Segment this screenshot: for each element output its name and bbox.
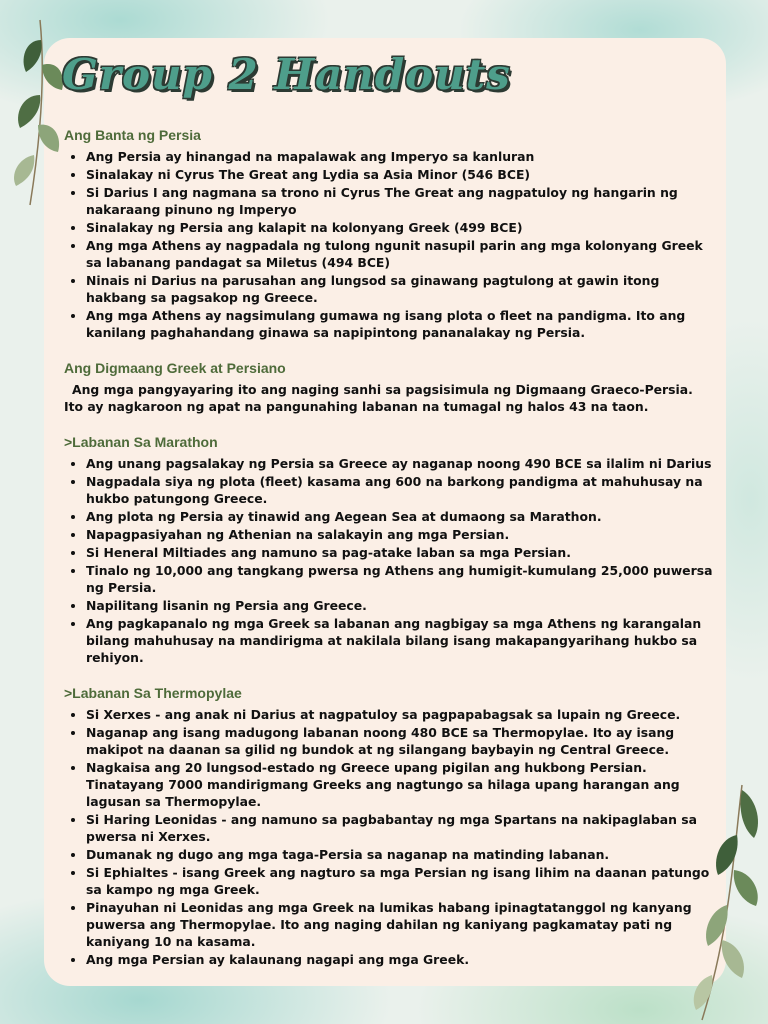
list-item: • Si Haring Leonidas - ang namuno sa pagbabantay ng mga Spartans na nakipaglaban sa pwersa ni Xerxes. <box>86 811 714 845</box>
list-item: • Ang Persia ay hinangad na mapalawak ang Imperyo sa kanluran <box>86 148 714 165</box>
list-item: • Ang pagkapanalo ng mga Greek sa labanan ang nagbigay sa mga Athens ng karangalan bilang mahuhusay na mandirigma at nakilala bilang isang makapangyarihang hukbo sa rehiyon. <box>86 615 714 666</box>
section-heading: >Labanan Sa Thermopylae <box>64 685 242 701</box>
list-item: • Sinalakay ng Persia ang kalapit na kolonyang Greek (499 BCE) <box>86 219 714 236</box>
list-item: • Ang unang pagsalakay ng Persia sa Greece ay naganap noong 490 BCE sa ilalim ni Darius <box>86 455 714 472</box>
list-item: • Ang mga Athens ay nagsimulang gumawa ng isang plota o fleet na pandigma. Ito ang kanilang paghahandang ginawa sa napipintong pananalakay ng Persia. <box>86 307 714 341</box>
list-item: • Dumanak ng dugo ang mga taga-Persia sa naganap na matinding labanan. <box>86 846 714 863</box>
list-item: • Si Xerxes - ang anak ni Darius at nagpatuloy sa pagpapabagsak sa lupain ng Greece. <box>86 706 714 723</box>
list-item: • Ang mga Persian ay kalaunang nagapi ang mga Greek. <box>86 951 714 968</box>
section-paragraph: Ang mga pangyayaring ito ang naging sanhi sa pagsisimula ng Digmaang Graeco-Persia. Ito ay nagkaroon ng apat na pangunahing labanan na tumagal ng halos 43 na taon. <box>64 382 693 414</box>
section-labanan-thermopylae <box>64 684 714 968</box>
bullet-list <box>64 455 714 666</box>
list-item: • Ang mga Athens ay nagpadala ng tulong ngunit nasupil parin ang mga kolonyang Greek sa labanang pandagat sa Miletus (494 BCE) <box>86 237 714 271</box>
section-heading: Ang Digmaang Greek at Persiano <box>64 360 286 376</box>
list-item: • Naganap ang isang madugong labanan noong 480 BCE sa Thermopylae. Ito ay isang makipot na daanan sa gilid ng bundok at ng silangang baybayin ng Central Greece. <box>86 724 714 758</box>
list-item: • Tinalo ng 10,000 ang tangkang pwersa ng Athens ang humigit-kumulang 25,000 puwersa ng Persia. <box>86 562 714 596</box>
list-item: • Si Darius I ang nagmana sa trono ni Cyrus The Great ang nagpatuloy ng hangarin ng nakaraang pinuno ng Imperyo <box>86 184 714 218</box>
bullet-list <box>64 148 714 341</box>
section-heading: Ang Banta ng Persia <box>64 127 201 143</box>
list-item: • Si Heneral Miltiades ang namuno sa pag-atake laban sa mga Persian. <box>86 544 714 561</box>
list-item: • Pinayuhan ni Leonidas ang mga Greek na lumikas habang ipinagtatanggol ng kanyang puwersa ang Thermopylae. Ito ang naging dahilan ng kaniyang pagkamatay pati ng kaniyang 10 na kasama. <box>86 899 714 950</box>
section-heading: >Labanan Sa Marathon <box>64 434 218 450</box>
bullet-list <box>64 706 714 968</box>
list-item: • Napilitang lisanin ng Persia ang Greece. <box>86 597 714 614</box>
list-item: • Ang plota ng Persia ay tinawid ang Aegean Sea at dumaong sa Marathon. <box>86 508 714 525</box>
list-item: • Nagpadala siya ng plota (fleet) kasama ang 600 na barkong pandigma at mahuhusay na hukbo patungong Greece. <box>86 473 714 507</box>
section-banta-ng-persia <box>64 126 714 341</box>
list-item: • Napagpasiyahan ng Athenian na salakayin ang mga Persian. <box>86 526 714 543</box>
list-item: • Si Ephialtes - isang Greek ang nagturo sa mga Persian ng isang lihim na daanan patungo sa kampo ng mga Greek. <box>86 864 714 898</box>
list-item: • Nagkaisa ang 20 lungsod-estado ng Greece upang pigilan ang hukbong Persian. Tinatayang 7000 mandirigmang Greeks ang nagtungo sa hilaga upang harangan ang lagusan sa Thermopylae. <box>86 759 714 810</box>
section-digmaang-greek <box>64 359 714 415</box>
list-item: • Ninais ni Darius na parusahan ang lungsod sa ginawang pagtulong at gawin itong hakbang sa pagsakop ng Greece. <box>86 272 714 306</box>
section-labanan-marathon <box>64 433 714 666</box>
handout-content <box>64 126 714 986</box>
list-item: • Sinalakay ni Cyrus The Great ang Lydia sa Asia Minor (546 BCE) <box>86 166 714 183</box>
page-title: Group 2 Handouts <box>62 50 511 99</box>
